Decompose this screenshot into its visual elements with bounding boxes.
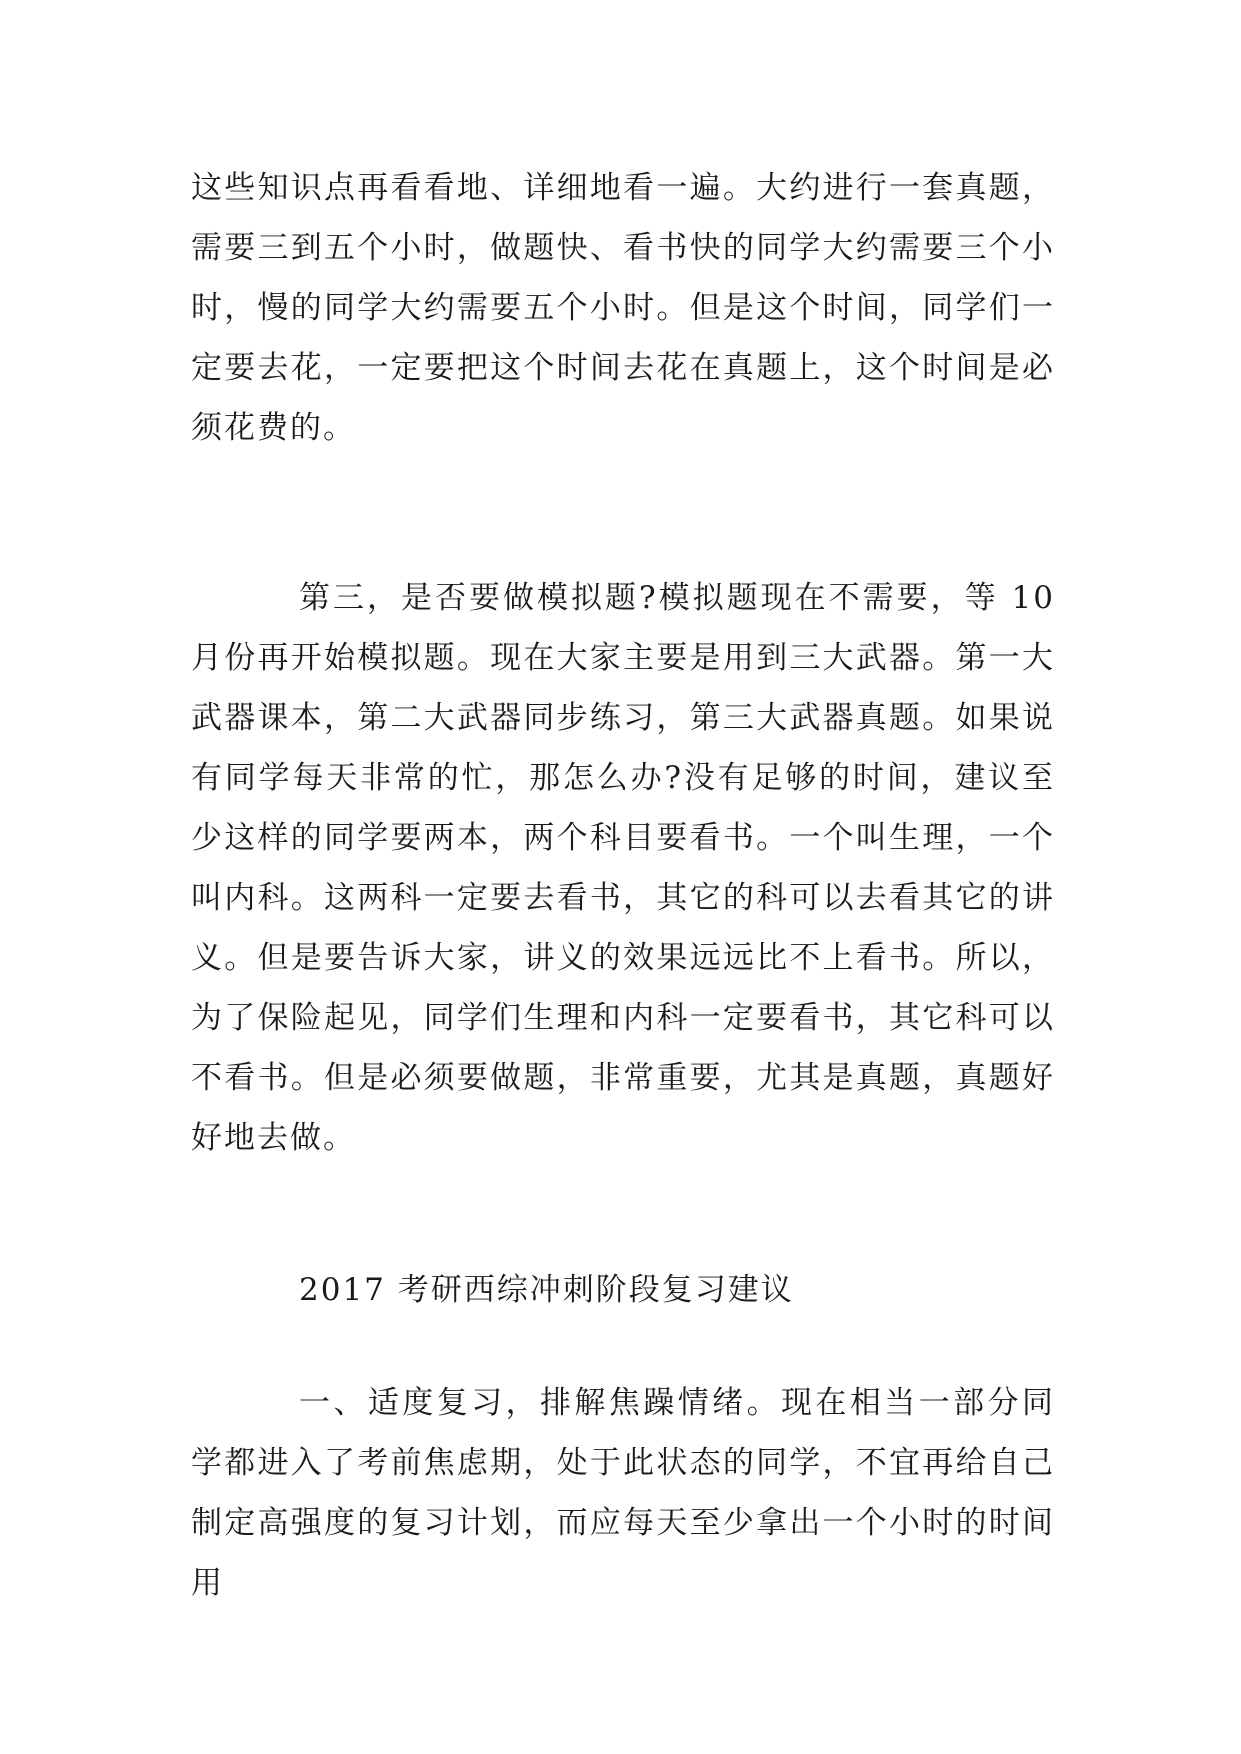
body-paragraph: 一、适度复习，排解焦躁情绪。现在相当一部分同学都进入了考前焦虑期，处于此状态的同学，不宜再给自己制定高强度的复习计划，而应每天至少拿出一个小时的时间用 [191, 1385, 1055, 1601]
body-paragraph: 第三，是否要做模拟题?模拟题现在不需要，等 10 月份再开始模拟题。现在大家主要是用到三大武器。第一大武器课本，第二大武器同步练习，第三大武器真题。如果说有同学每天非常的忙，那怎么办?没有足够的时间，建议至少这样的同学要两本，两个科目要看书。一个叫生理，一个叫内科。这两科一定要去看书，其它的科可以去看其它的讲义。但是要告诉大家，讲义的效果远远比不上看书。所以，为了保险起见，同学们生理和内科一定要看书，其它科可以不看书。但是必须要做题，非常重要，尤其是真题，真题好好地去做。 [191, 580, 1055, 1156]
body-paragraph: 这些知识点再看看地、详细地看一遍。大约进行一套真题，需要三到五个小时，做题快、看书快的同学大约需要三个小时，慢的同学大约需要五个小时。但是这个时间，同学们一定要去花，一定要把这个时间去花在真题上，这个时间是必须花费的。 [191, 170, 1055, 446]
section-heading: 2017 考研西综冲刺阶段复习建议 [299, 1272, 794, 1308]
